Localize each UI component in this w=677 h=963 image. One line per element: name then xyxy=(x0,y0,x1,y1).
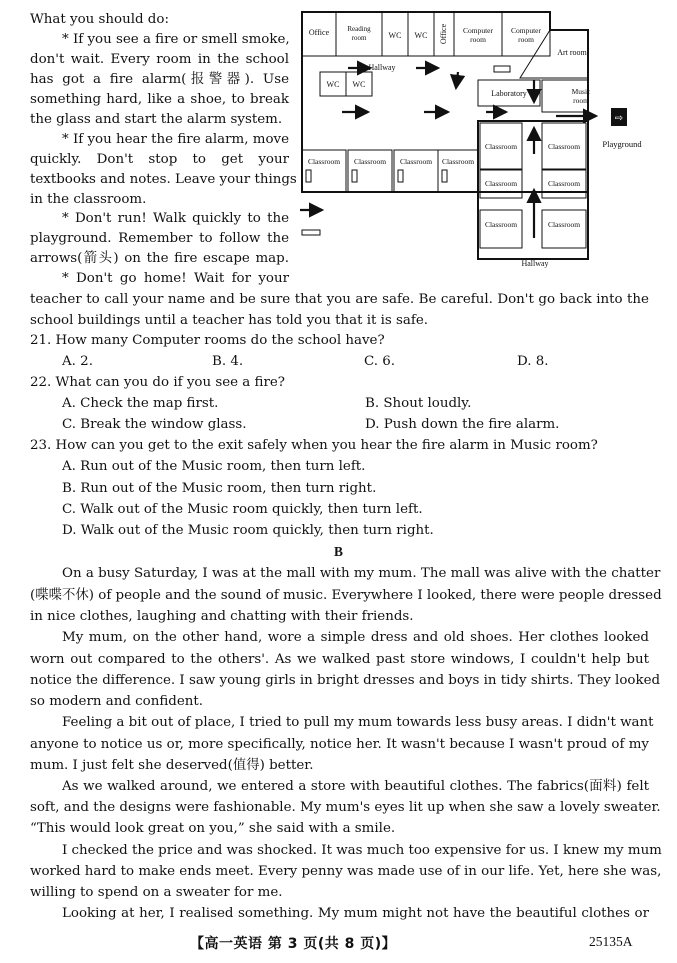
classroom xyxy=(542,210,586,248)
passage-b-line: On a busy Saturday, I was at the mall with my mum. The mall was alive with the chatter xyxy=(62,566,661,581)
q22-option-d: D. Push down the fire alarm. xyxy=(365,417,560,432)
wc-label: WC xyxy=(352,80,366,89)
classroom-label: Classroom xyxy=(484,179,518,188)
passage-b-line: Feeling a bit out of place, I tried to pull my mum towards less busy areas. I didn't want xyxy=(62,715,654,730)
escape-arrows xyxy=(300,68,596,238)
fire-alarm-icon xyxy=(302,230,320,235)
computer-room-label: room xyxy=(470,35,486,44)
passage-b-line: As we walked around, we entered a store with beautiful clothes. The fabrics(面料) felt xyxy=(62,779,649,794)
q23-option-c: C. Walk out of the Music room quickly, then turn left. xyxy=(62,502,423,517)
fire-alarm-icon xyxy=(494,66,510,72)
wc-label: WC xyxy=(414,31,428,40)
passage-b-line: “This would look great on you,” she said with a smile. xyxy=(30,821,396,836)
passage-b-line: notice the difference. I saw young girls in bright dresses and boys in tidy shirts. They looked xyxy=(30,673,661,688)
passage-b-line: in nice clothes, laughing and chatting with their friends. xyxy=(30,609,414,624)
hallway-label: Hallway xyxy=(368,63,396,72)
q21-option-c: C. 6. xyxy=(364,354,396,369)
passage-a-line: * Don't run! Walk quickly to the xyxy=(62,211,289,226)
passage-a-line: in the classroom. xyxy=(30,192,147,207)
passage-b-line: mum. I just felt she deserved(值得) better. xyxy=(30,758,314,773)
fire-escape-map xyxy=(298,10,654,272)
fire-alarm-icon xyxy=(442,170,447,182)
art-room-label: Art room xyxy=(557,48,587,57)
passage-a-line: playground. Remember to follow the xyxy=(30,231,289,246)
classroom-label: Classroom xyxy=(399,157,433,166)
fire-alarm-icon xyxy=(352,170,357,182)
q22-option-a: A. Check the map first. xyxy=(62,396,219,411)
passage-b-line: I checked the price and was shocked. It was much too expensive for us. I knew my mum xyxy=(62,843,662,858)
passage-a-line: the glass and start the alarm system. xyxy=(30,112,283,127)
question-21: 21. How many Computer rooms do the school have? xyxy=(30,333,385,348)
classroom xyxy=(480,210,522,248)
fire-alarm-icon xyxy=(398,170,403,182)
passage-a-heading: What you should do: xyxy=(30,12,169,27)
section-b-heading: B xyxy=(334,544,343,559)
playground-label: Playground xyxy=(602,139,642,149)
passage-b-line: Looking at her, I realised something. My mum might not have the beautiful clothes or xyxy=(62,906,649,921)
passage-a-line: something hard, like a shoe, to break xyxy=(30,92,289,107)
music-room-label: Music xyxy=(571,87,591,96)
reading-room-label: Reading xyxy=(347,25,371,33)
office-label: Office xyxy=(308,28,330,37)
passage-b-line: (喋喋不休) of people and the sound of music. Everywhere I looked, there were people dressed xyxy=(30,588,662,603)
passage-a-line: arrows(箭头) on the fire escape map. xyxy=(30,251,289,266)
classroom-label: Classroom xyxy=(484,220,518,229)
q23-option-b: B. Run out of the Music room, then turn right. xyxy=(62,481,377,496)
classroom-label: Classroom xyxy=(441,157,475,166)
passage-b-line: worn out compared to the others'. As we walked past store windows, I couldn't help but xyxy=(30,652,649,667)
question-23: 23. How can you get to the exit safely when you hear the fire alarm in Music room? xyxy=(30,438,598,453)
music-room-label: room xyxy=(573,96,589,105)
passage-b-line: My mum, on the other hand, wore a simple dress and old shoes. Her clothes looked xyxy=(62,630,649,645)
classroom-label: Classroom xyxy=(353,157,387,166)
q21-option-a: A. 2. xyxy=(62,354,93,369)
q21-option-d: D. 8. xyxy=(517,354,549,369)
q22-option-b: B. Shout loudly. xyxy=(365,396,472,411)
passage-a-line: * Don't go home! Wait for your xyxy=(62,271,289,286)
passage-b-line: willing to spend on a sweater for me. xyxy=(30,885,283,900)
office-label: Office xyxy=(439,23,448,45)
computer-room-label: Computer xyxy=(511,26,541,35)
passage-a-line: teacher to call your name and be sure that you are safe. Be careful. Don't go back into the xyxy=(30,292,649,307)
passage-a-line: school buildings until a teacher has told you that it is safe. xyxy=(30,313,429,328)
passage-a-line: has got a fire alarm(报警器). Use xyxy=(30,72,289,87)
computer-room-label: Computer xyxy=(463,26,493,35)
classroom-label: Classroom xyxy=(547,220,581,229)
passage-b-line: anyone to notice us or, more specifically, notice her. It wasn't because I wasn't proud of my xyxy=(30,737,649,752)
svg-text:⇨: ⇨ xyxy=(614,113,624,124)
wc-label: WC xyxy=(388,31,402,40)
classroom-label: Classroom xyxy=(547,142,581,151)
fire-alarm-icon xyxy=(306,170,311,182)
passage-b-line: so modern and confident. xyxy=(30,694,204,709)
classroom-label: Classroom xyxy=(307,157,341,166)
passage-a-line: don't wait. Every room in the school xyxy=(30,52,289,67)
classroom-label: Classroom xyxy=(547,179,581,188)
page-footer: 【高一英语 第 3 页(共 8 页)】 xyxy=(190,936,397,952)
passage-a-line: * If you hear the fire alarm, move xyxy=(62,132,289,147)
q23-option-d: D. Walk out of the Music room quickly, then turn right. xyxy=(62,523,434,538)
computer-room-label: room xyxy=(518,35,534,44)
passage-b-line: worked hard to make ends meet. Every penny was made use of in our life. Yet, here she was, xyxy=(30,864,662,879)
exam-code: 25135A xyxy=(589,934,633,949)
passage-a-line: textbooks and notes. Leave your things xyxy=(30,172,297,187)
wc-label: WC xyxy=(326,80,340,89)
passage-a-line: * If you see a fire or smell smoke, xyxy=(62,32,290,47)
q22-option-c: C. Break the window glass. xyxy=(62,417,247,432)
hallway-label: Hallway xyxy=(521,259,549,268)
laboratory-label: Laboratory xyxy=(491,89,527,98)
passage-a-line: quickly. Don't stop to get your xyxy=(30,152,289,167)
reading-room-label: room xyxy=(351,34,367,42)
classroom-label: Classroom xyxy=(484,142,518,151)
q23-option-a: A. Run out of the Music room, then turn left. xyxy=(62,459,366,474)
question-22: 22. What can you do if you see a fire? xyxy=(30,375,285,390)
q21-option-b: B. 4. xyxy=(212,354,244,369)
passage-b-line: soft, and the designs were fashionable. My mum's eyes lit up when she saw a lovely sweater. xyxy=(30,800,661,815)
